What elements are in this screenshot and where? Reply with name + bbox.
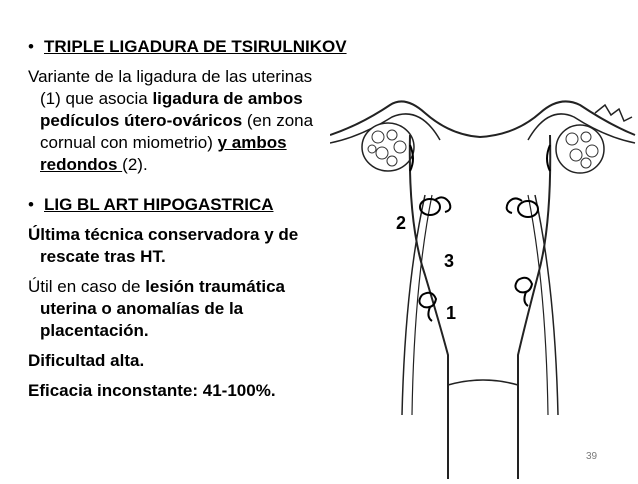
p3-line-1	[28, 276, 358, 298]
p1-text-d: pedículos útero-ováricos	[40, 111, 243, 130]
diagram-label-1: 1	[446, 303, 457, 323]
section1-heading	[28, 36, 358, 58]
diagram-label-3: 3	[444, 251, 455, 271]
p1-line-4	[28, 132, 358, 154]
p1-text-f: cornual con miometrio)	[40, 133, 218, 152]
p1-line-2	[28, 88, 358, 110]
lower-right-ligatures	[515, 278, 532, 306]
slide-text	[28, 36, 358, 402]
diagram-label-2: 2	[396, 213, 407, 233]
p2-line-2: rescate tras HT.	[40, 247, 166, 266]
uterus-illustration	[330, 85, 638, 479]
p1-text-h: redondos	[40, 155, 123, 174]
section1-title: TRIPLE LIGADURA DE TSIRULNIKOV	[44, 37, 347, 56]
p3-text-b: lesión traumática	[145, 277, 286, 296]
bullet-1: •	[28, 37, 34, 56]
page-number: 39	[586, 451, 598, 462]
cervix-line	[448, 380, 518, 385]
bullet-2: •	[28, 195, 34, 214]
left-ovary	[362, 123, 414, 171]
p1-text-e: (en zona	[242, 111, 314, 130]
p1-text-i: (2).	[122, 155, 148, 174]
p3-text-a: Útil en caso de	[28, 277, 146, 296]
p1-line-1: Variante de la ligadura de las uterinas	[28, 67, 313, 86]
section2-paragraph-2	[28, 276, 358, 342]
p2-line-1: Última técnica conservadora y de	[28, 225, 299, 244]
section2-paragraph-4: Eficacia inconstante: 41-100%.	[28, 381, 276, 400]
p3-line-2: uterina o anomalías de la	[40, 299, 244, 318]
section2-paragraph-3: Dificultad alta.	[28, 351, 145, 370]
section2-heading	[28, 194, 358, 216]
section2-title: LIG BL ART HIPOGASTRICA	[44, 195, 274, 214]
section2-paragraph-1	[28, 224, 358, 268]
uterus-ligation-diagram	[330, 85, 638, 479]
p1-line-5	[28, 154, 358, 176]
p1-text-b: (1) que asocia	[40, 89, 153, 108]
upper-right-ligatures	[507, 145, 550, 217]
right-ovary	[556, 125, 604, 173]
p1-line-3	[28, 110, 358, 132]
section1-paragraph	[28, 66, 358, 176]
p3-line-3: placentación.	[40, 321, 149, 340]
p1-text-c: ligadura de ambos	[152, 89, 303, 108]
p1-text-g: y ambos	[217, 133, 287, 152]
